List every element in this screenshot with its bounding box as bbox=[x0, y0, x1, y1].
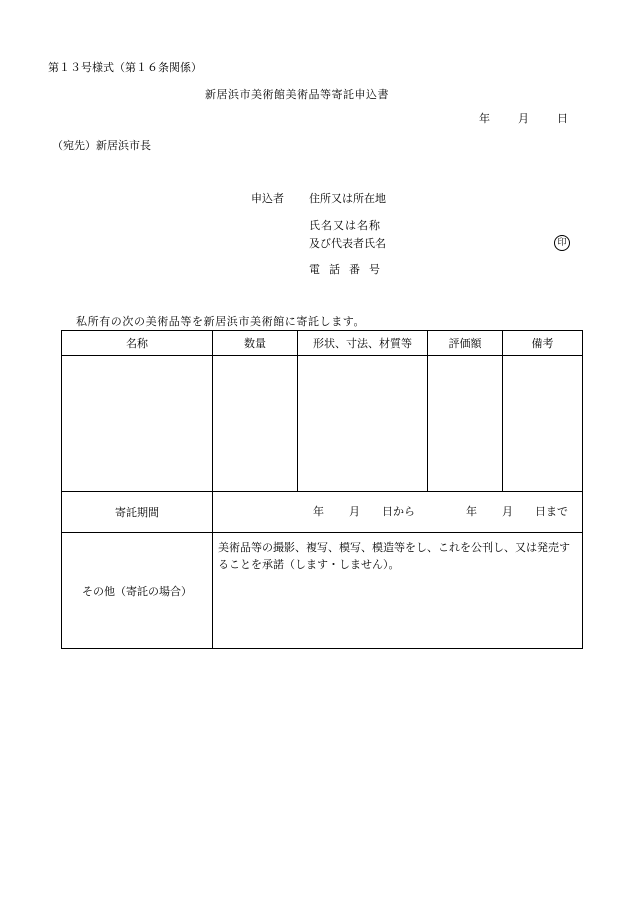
date-year-label: 年 bbox=[479, 112, 490, 125]
other-label: その他（寄託の場合） bbox=[62, 533, 213, 649]
date-month-label: 月 bbox=[518, 112, 529, 125]
table-row bbox=[62, 356, 583, 492]
consignment-statement: 私所有の次の美術品等を新居浜市美術館に寄託します。 bbox=[76, 315, 366, 328]
period-value[interactable] bbox=[213, 492, 583, 533]
period-end-year: 年 bbox=[466, 505, 477, 518]
cell-quantity[interactable] bbox=[213, 356, 298, 492]
cell-remarks[interactable] bbox=[503, 356, 583, 492]
period-label: 寄託期間 bbox=[62, 492, 213, 533]
table-header-row bbox=[62, 331, 583, 356]
period-start-day: 日から bbox=[382, 505, 415, 518]
address-label: 住所又は所在地 bbox=[309, 192, 386, 205]
other-row bbox=[62, 533, 583, 649]
header-shape-size-material: 形状、寸法、材質等 bbox=[298, 331, 428, 356]
phone-label: 電話番号 bbox=[309, 263, 389, 276]
cell-valuation[interactable] bbox=[428, 356, 503, 492]
form-number: 第１３号様式（第１６条関係） bbox=[48, 61, 202, 74]
seal-icon: 印 bbox=[554, 235, 570, 251]
application-date bbox=[479, 113, 568, 124]
cell-shape-size-material[interactable] bbox=[298, 356, 428, 492]
header-quantity: 数量 bbox=[213, 331, 298, 356]
header-remarks: 備考 bbox=[503, 331, 583, 356]
applicant-label: 申込者 bbox=[251, 192, 284, 205]
period-end-day: 日まで bbox=[535, 505, 568, 518]
consignment-table bbox=[61, 330, 583, 649]
representative-name-label: 及び代表者氏名 bbox=[309, 237, 386, 250]
name-label: 氏名又は名称 bbox=[309, 219, 381, 232]
period-end-month: 月 bbox=[502, 505, 513, 518]
date-day-label: 日 bbox=[557, 112, 568, 125]
period-start-year: 年 bbox=[313, 505, 324, 518]
cell-name[interactable] bbox=[62, 356, 213, 492]
header-valuation: 評価額 bbox=[428, 331, 503, 356]
period-start-month: 月 bbox=[349, 505, 360, 518]
page-title: 新居浜市美術館美術品等寄託申込書 bbox=[205, 88, 389, 101]
header-name: 名称 bbox=[62, 331, 213, 356]
other-consent-text: 美術品等の撮影、複写、模写、模造等をし、これを公刊し、又は発売することを承諾（します・しません）。 bbox=[213, 533, 583, 649]
consignment-period-row bbox=[62, 492, 583, 533]
addressee: （宛先）新居浜市長 bbox=[52, 139, 151, 152]
